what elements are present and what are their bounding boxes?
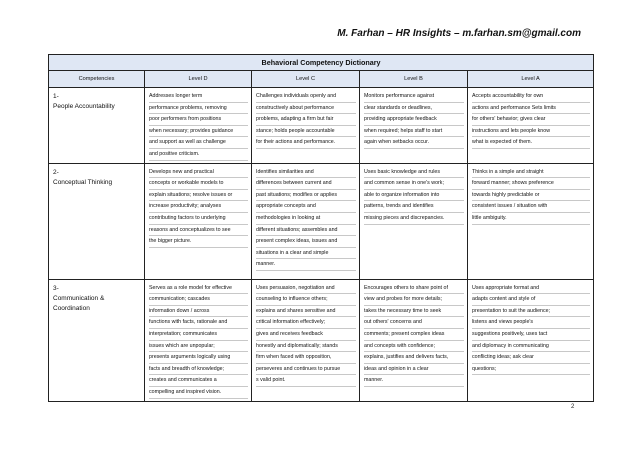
description-line: communication; cascades [149, 294, 248, 306]
description-line: conflicting ideas; ask clear [472, 352, 590, 364]
competency-number: 3- [53, 284, 59, 292]
competency-number: 2- [53, 168, 59, 176]
description-line: towards highly predictable or [472, 190, 590, 202]
level-description-cell [360, 279, 468, 401]
description-line: functions with facts, rationale and [149, 317, 248, 329]
level-description-cell [252, 279, 360, 401]
description-line: for others' behavior; gives clear [472, 114, 590, 126]
description-line: the bigger picture. [149, 236, 248, 248]
description-line: providing appropriate feedback [364, 114, 464, 126]
description-line: and diplomacy in communicating [472, 341, 590, 353]
level-description-cell [360, 88, 468, 164]
description-line: instructions and lets people know [472, 126, 590, 138]
description-line: and support as well as challenge [149, 137, 248, 149]
description-line: ideas and opinion in a clear [364, 364, 464, 376]
description-line: Challenges individuals openly and [256, 91, 356, 103]
description-line: little ambiguity. [472, 213, 590, 225]
description-line: explains and shares sensitive and [256, 306, 356, 318]
description-line: and positive criticism. [149, 149, 248, 161]
table-row [49, 163, 594, 279]
competency-cell [49, 163, 145, 279]
description-line: facts and breadth of knowledge; [149, 364, 248, 376]
description-line: presents arguments logically using [149, 352, 248, 364]
competency-cell [49, 88, 145, 164]
competency-name: People Accountability [53, 103, 115, 110]
level-description-cell [252, 163, 360, 279]
description-line: past situations; modifies or applies [256, 190, 356, 202]
table-row [49, 88, 594, 164]
description-line: gives and receives feedback [256, 329, 356, 341]
competency-name: Conceptual Thinking [53, 178, 113, 186]
competency-name: Communication & Coordination [53, 294, 105, 312]
description-line: clear standards or deadlines, [364, 103, 464, 115]
description-line: firm when faced with opposition, [256, 352, 356, 364]
description-line: appropriate concepts and [256, 201, 356, 213]
description-line: Thinks in a simple and straight [472, 167, 590, 179]
description-line: creates and communicates a [149, 375, 248, 387]
description-line: manner. [256, 259, 356, 271]
description-line: questions; [472, 364, 590, 376]
description-line: Uses basic knowledge and rules [364, 167, 464, 179]
description-line: Develops new and practical [149, 167, 248, 179]
description-line: problems, adapting a firm but fair [256, 114, 356, 126]
description-line: forward manner; shows preference [472, 178, 590, 190]
description-line: Uses appropriate format and [472, 283, 590, 295]
description-line: issues which are unpopular; [149, 341, 248, 353]
description-line: performance problems, removing [149, 103, 248, 115]
description-line: presentation to suit the audience; [472, 306, 590, 318]
description-line: contributing factors to underlying [149, 213, 248, 225]
description-line: takes the necessary time to seek [364, 306, 464, 318]
description-line: information down / across [149, 306, 248, 318]
description-line: poor performers from positions [149, 114, 248, 126]
description-line: manner. [364, 375, 464, 387]
description-line: when necessary; provides guidance [149, 126, 248, 138]
description-line: Uses persuasion, negotiation and [256, 283, 356, 295]
level-description-cell [360, 163, 468, 279]
description-line: Addresses longer term [149, 91, 248, 103]
description-line: missing pieces and discrepancies. [364, 213, 464, 225]
description-line: present complex ideas, issues and [256, 236, 356, 248]
description-line: patterns, trends and identifies [364, 201, 464, 213]
description-line: concepts or workable models to [149, 178, 248, 190]
description-line: adapts content and style of [472, 294, 590, 306]
description-line: Accepts accountability for own [472, 91, 590, 103]
description-line: s valid point. [256, 375, 356, 387]
table-header-row [49, 71, 594, 88]
description-line: Encourages others to share point of [364, 283, 464, 295]
description-line: for their actions and performance. [256, 137, 356, 149]
description-line: what is expected of them. [472, 137, 590, 149]
description-line: Serves as a role model for effective [149, 283, 248, 295]
description-line: methodologies in looking at [256, 213, 356, 225]
description-line: increase productivity; analyses [149, 201, 248, 213]
table-row [49, 279, 594, 401]
column-header: Level D [145, 71, 252, 88]
description-line: counseling to influence others; [256, 294, 356, 306]
column-header: Level A [468, 71, 594, 88]
description-line: listens and views people's [472, 317, 590, 329]
description-line: honestly and diplomatically; stands [256, 341, 356, 353]
description-line: stance; holds people accountable [256, 126, 356, 138]
description-line: and concepts with confidence; [364, 341, 464, 353]
description-line: comments; present complex ideas [364, 329, 464, 341]
description-line: critical information effectively; [256, 317, 356, 329]
description-line: again when setbacks occur. [364, 137, 464, 149]
description-line: suggestions positively, uses tact [472, 329, 590, 341]
competency-cell [49, 279, 145, 401]
description-line: able to organize information into [364, 190, 464, 202]
description-line: constructively about performance [256, 103, 356, 115]
description-line: explains, justifies and delivers facts, [364, 352, 464, 364]
level-description-cell [468, 163, 594, 279]
level-description-cell [145, 279, 252, 401]
level-description-cell [468, 279, 594, 401]
description-line: reasons and conceptualizes to see [149, 225, 248, 237]
description-line: interpretation; communicates [149, 329, 248, 341]
description-line: and common sense in one's work; [364, 178, 464, 190]
level-description-cell [145, 88, 252, 164]
level-description-cell [252, 88, 360, 164]
column-header: Competencies [49, 71, 145, 88]
description-line: when required; helps staff to start [364, 126, 464, 138]
description-line: different situations; assembles and [256, 225, 356, 237]
description-line: explain situations; resolve issues or [149, 190, 248, 202]
description-line: compelling and inspired vision. [149, 387, 248, 399]
page-number: 2 [571, 404, 575, 410]
description-line: situations in a clear and simple [256, 248, 356, 260]
description-line: consistent issues / situation with [472, 201, 590, 213]
column-header: Level B [360, 71, 468, 88]
description-line: actions and performance Sets limits [472, 103, 590, 115]
level-description-cell [468, 88, 594, 164]
description-line: differences between current and [256, 178, 356, 190]
description-line: Monitors performance against [364, 91, 464, 103]
description-line: view and probes for more details; [364, 294, 464, 306]
description-line: perseveres and continues to pursue [256, 364, 356, 376]
column-header: Level C [252, 71, 360, 88]
competency-table-wrapper [48, 54, 593, 402]
description-line: Identifies similarities and [256, 167, 356, 179]
competency-number: 1- [53, 93, 59, 100]
description-line: out others' concerns and [364, 317, 464, 329]
table-title: Behavioral Competency Dictionary [49, 55, 594, 71]
level-description-cell [145, 163, 252, 279]
document-header: M. Farhan – HR Insights – m.farhan.sm@gmail.com [337, 28, 581, 39]
competency-table [48, 54, 594, 402]
